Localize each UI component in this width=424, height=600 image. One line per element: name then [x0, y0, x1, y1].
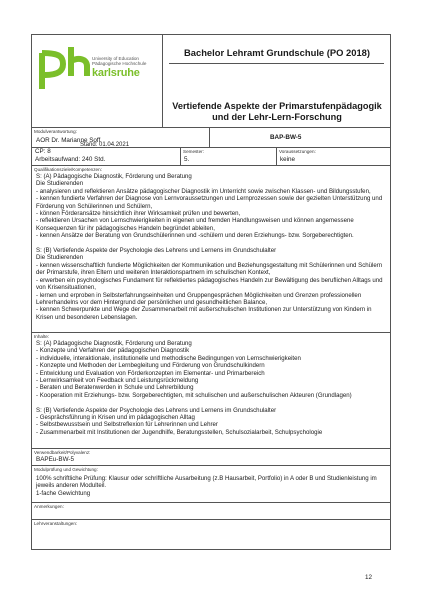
divider	[209, 128, 210, 147]
page-number: 12	[365, 574, 373, 581]
responsibility-label: Modulverantwortung:	[34, 129, 77, 134]
workload-value: Arbeitsaufwand: 240 Std.	[35, 156, 106, 163]
section-events	[31, 520, 391, 550]
title-divider	[169, 63, 384, 64]
usability-value: BAPEu-BW-5	[36, 456, 75, 463]
section-contents	[31, 333, 391, 449]
title-box	[163, 34, 391, 128]
semester-value: 5.	[184, 156, 190, 163]
divider	[276, 148, 277, 165]
contents-text: S: (A) Pädagogische Diagnostik, Förderung und Beratung - Konzepte und Verfahren der pädagogischen Diagnostik - individuelle, interaktionale, institutionelle und methodische Bedingungen von Lernschwierigkeiten - Konzepte und Methoden der Lernbegleitung und Förderung von Grundschulkindern - Entwicklung und Evaluation von Förderkonzepten im Elementar- und Primarbereich - Lernwirksamkeit von Feedback und Leistungsrückmeldung - Beraten und Beratenwerden in Schule und Lehrerbildung - Kooperation mit Erziehungs- bzw. Sorgeberechtigten, mit schulischen und außerschulischen Akteuren (Grundlagen) S: (B) Vertiefende Aspekte der Psychologie des Lehrens und Lernens im Grundschulalter - Gesprächsführung in Krisen und im pädagogischen Alltag - Selbstbewusstsein und Selbstreflexion für Lehrerinnen und Lehrer - Zusammenarbeit mit Institutionen der Jugendhilfe, Beratungsstellen, Schulsozialarbeit, Schulpsychologie	[36, 340, 352, 436]
events-label: Lehrveranstaltungen:	[34, 521, 78, 526]
qualification-label: Qualifikationsziele/Kompetenzen:	[34, 167, 102, 172]
prereq-value: keine	[280, 156, 296, 163]
divider	[180, 148, 181, 165]
semester-label: Semester:	[183, 149, 204, 154]
exam-text: 100% schriftliche Prüfung: Klausur oder schriftliche Ausarbeitung (z.B Hausarbeit, Portfolio) in A oder B und Studienleistung im jeweils anderen Modulteil. 1-fache Gewichtung	[36, 475, 377, 497]
responsibility-value: AOR Dr. Marianne Soff	[36, 137, 101, 144]
stand-date: Stand: 01.04.2021	[80, 142, 130, 148]
module-code: BAP-BW-5	[270, 134, 302, 141]
section-qualification	[31, 166, 391, 333]
contents-label: Inhalte:	[34, 334, 50, 339]
logo-city: karlsruhe	[92, 67, 140, 79]
logo-line-hochschule: Pädagogische Hochschule	[92, 61, 147, 66]
logo-line-university: University of Education	[92, 56, 139, 61]
remarks-label: Anmerkungen:	[34, 504, 64, 509]
exam-label: Modulprüfung und Gewichtung:	[34, 467, 98, 472]
section-remarks	[31, 503, 391, 520]
row-cp	[31, 148, 391, 166]
module-title: Vertiefende Aspekte der Primarstufenpädagogik und der Lehr-Lern-Forschung	[172, 101, 382, 122]
program-title: Bachelor Lehramt Grundschule (PO 2018)	[184, 47, 370, 58]
row-responsibility	[31, 128, 391, 148]
section-usability	[31, 449, 391, 466]
cp-value: CP: 8	[35, 148, 51, 155]
qualification-text: S: (A) Pädagogische Diagnostik, Förderung und Beratung Die Studierenden - analysieren und reflektieren Ansätze pädagogischer Diagnostik im Unterricht sowie zwischen Klassen- und Bildungsstufen, - kennen fundierte Verfahren der Diagnose von Lernvoraussetzungen und Lernprozessen sowie der gezielten Unterstützung und Förderung von Schülerinnen und Schülern, - können Förderansätze hinsichtlich ihrer Wirksamkeit prüfen und bewerten, - reflektieren Ursachen von Lernschwierigkeiten in eigenen und fremden Handlungsweisen und können angemessene Konsequenzen für ihr pädagogisches Handeln begründet ableiten, - kennen Ansätze der Beratung von Grundschülerinnen und -schülern und deren Erziehungs- bzw. Sorgeberechtigten. S: (B) Vertiefende Aspekte der Psychologie des Lehrens und Lernens im Grundschulalter Die Studierenden - kennen wissenschaftlich fundierte Möglichkeiten der Kommunikation und Beziehungsgestaltung mit Schülerinnen und Schülern der Primarstufe, ihren Eltern und weiteren Interaktionspartnern im schulischen Kontext, - erwerben ein psychologisches Fundament für reflektiertes pädagogisches Handeln zur Bewältigung des beruflichen Alltags und von Krisensituationen, - lernen und erproben in Selbsterfahrungseinheiten und Gruppengesprächen Möglichkeiten und Grenzen professionellen Lehrerhandelns vor dem Hintergrund der persönlichen und gesundheitlichen Balance, - kennen Schwerpunkte und Wege der Zusammenarbeit mit außerschulischen Institutionen zur Unterstützung von Kindern in Krisen und besonderen Lebenslagen.	[36, 173, 383, 321]
prereq-label: Voraussetzungen:	[279, 149, 316, 154]
ph-karlsruhe-logo-icon	[35, 47, 93, 91]
usability-label: Verwendbarkeit/Polyvalenz:	[34, 450, 91, 455]
section-exam	[31, 466, 391, 503]
